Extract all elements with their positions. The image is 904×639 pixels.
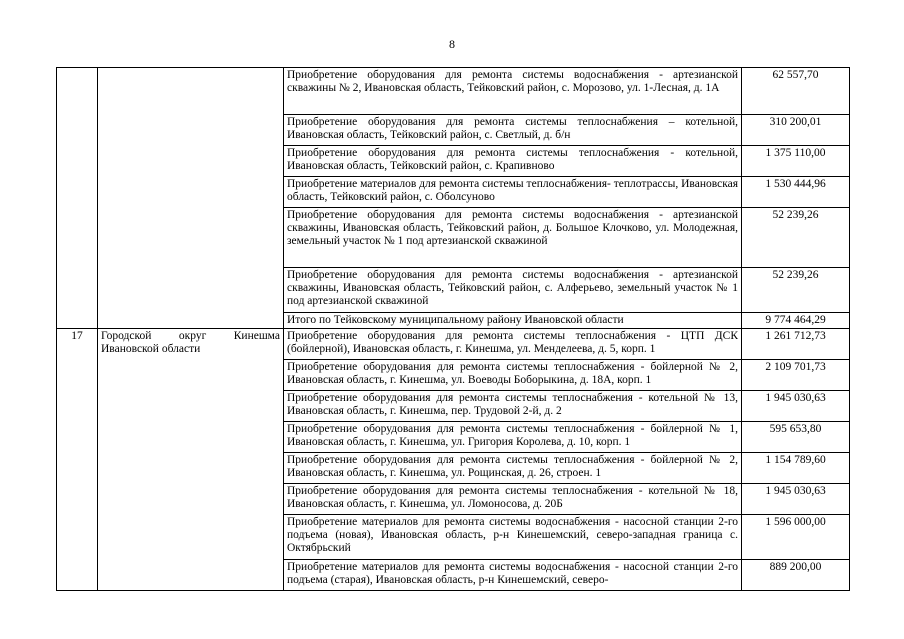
amount-cell: 1 154 789,60 <box>742 453 850 484</box>
row-number-cell: 17 <box>57 329 98 591</box>
amount-cell: 310 200,01 <box>742 115 850 146</box>
description-cell: Приобретение оборудования для ремонта системы теплоснабжения - котельной № 18, Ивановская область, г. Кинешма, ул. Ломоносова, д. 20Б <box>284 484 742 515</box>
row-number-cell <box>57 68 98 329</box>
amount-cell: 1 945 030,63 <box>742 391 850 422</box>
amount-cell: 62 557,70 <box>742 68 850 115</box>
total-amount-cell: 9 774 464,29 <box>742 313 850 329</box>
amount-cell: 52 239,26 <box>742 208 850 268</box>
municipality-cell: Городской округ Кинешма Ивановской области <box>98 329 284 591</box>
description-cell: Приобретение оборудования для ремонта системы теплоснабжения - бойлерной № 2, Ивановская область, г. Кинешма, ул. Воеводы Боборыкина, д. 18А, корп. 1 <box>284 360 742 391</box>
total-label-cell: Итого по Тейковскому муниципальному району Ивановской области <box>284 313 742 329</box>
description-cell: Приобретение оборудования для ремонта системы водоснабжения - артезианской скважины, Ивановская область, Тейковский район, д. Большое Клочково, ул. Молодежная, земельный участок № 1 под артезианской скважиной <box>284 208 742 268</box>
page-number: 8 <box>449 37 455 51</box>
amount-cell: 595 653,80 <box>742 422 850 453</box>
description-cell: Приобретение материалов для ремонта системы теплоснабжения- теплотрассы, Ивановская область, Тейковский район, с. Оболсуново <box>284 177 742 208</box>
description-cell: Приобретение оборудования для ремонта системы теплоснабжения - котельной № 13, Ивановская область, г. Кинешма, пер. Трудовой 2-й, д. 2 <box>284 391 742 422</box>
description-cell: Приобретение оборудования для ремонта системы теплоснабжения - бойлерной № 1, Ивановская область, г. Кинешма, ул. Григория Королева, д. 10, корп. 1 <box>284 422 742 453</box>
description-cell: Приобретение материалов для ремонта системы водоснабжения - насосной станции 2-го подъема (новая), Ивановская область, р-н Кинешемский, северо-западная граница с. Октябрьский <box>284 515 742 560</box>
amount-cell: 1 261 712,73 <box>742 329 850 360</box>
description-cell: Приобретение оборудования для ремонта системы теплоснабжения – котельной, Ивановская область, Тейковский район, с. Светлый, д. б/н <box>284 115 742 146</box>
municipality-cell <box>98 68 284 329</box>
description-cell: Приобретение оборудования для ремонта системы водоснабжения - артезианской скважины № 2, Ивановская область, Тейковский район, с. Морозово, ул. 1-Лесная, д. 1А <box>284 68 742 115</box>
amount-cell: 889 200,00 <box>742 560 850 591</box>
description-cell: Приобретение оборудования для ремонта системы теплоснабжения - котельной, Ивановская область, Тейковский район, с. Крапивново <box>284 146 742 177</box>
amount-cell: 1 375 110,00 <box>742 146 850 177</box>
description-cell: Приобретение оборудования для ремонта системы водоснабжения - артезианской скважины, Ивановская область, Тейковский район, с. Алферьево, земельный участок № 1 под артезианской скважиной <box>284 268 742 313</box>
table-row <box>57 68 850 115</box>
funding-table <box>56 67 850 591</box>
amount-cell: 1 596 000,00 <box>742 515 850 560</box>
description-cell: Приобретение оборудования для ремонта системы теплоснабжения - бойлерной № 2, Ивановская область, г. Кинешма, ул. Рощинская, д. 26, строен. 1 <box>284 453 742 484</box>
table-row <box>57 329 850 360</box>
amount-cell: 1 945 030,63 <box>742 484 850 515</box>
description-cell: Приобретение материалов для ремонта системы водоснабжения - насосной станции 2-го подъема (старая), Ивановская область, р-н Кинешемский, северо- <box>284 560 742 591</box>
amount-cell: 2 109 701,73 <box>742 360 850 391</box>
amount-cell: 1 530 444,96 <box>742 177 850 208</box>
amount-cell: 52 239,26 <box>742 268 850 313</box>
description-cell: Приобретение оборудования для ремонта системы теплоснабжения - ЦТП ДСК (бойлерной), Ивановская область, г. Кинешма, ул. Менделеева, д. 5, корп. 1 <box>284 329 742 360</box>
